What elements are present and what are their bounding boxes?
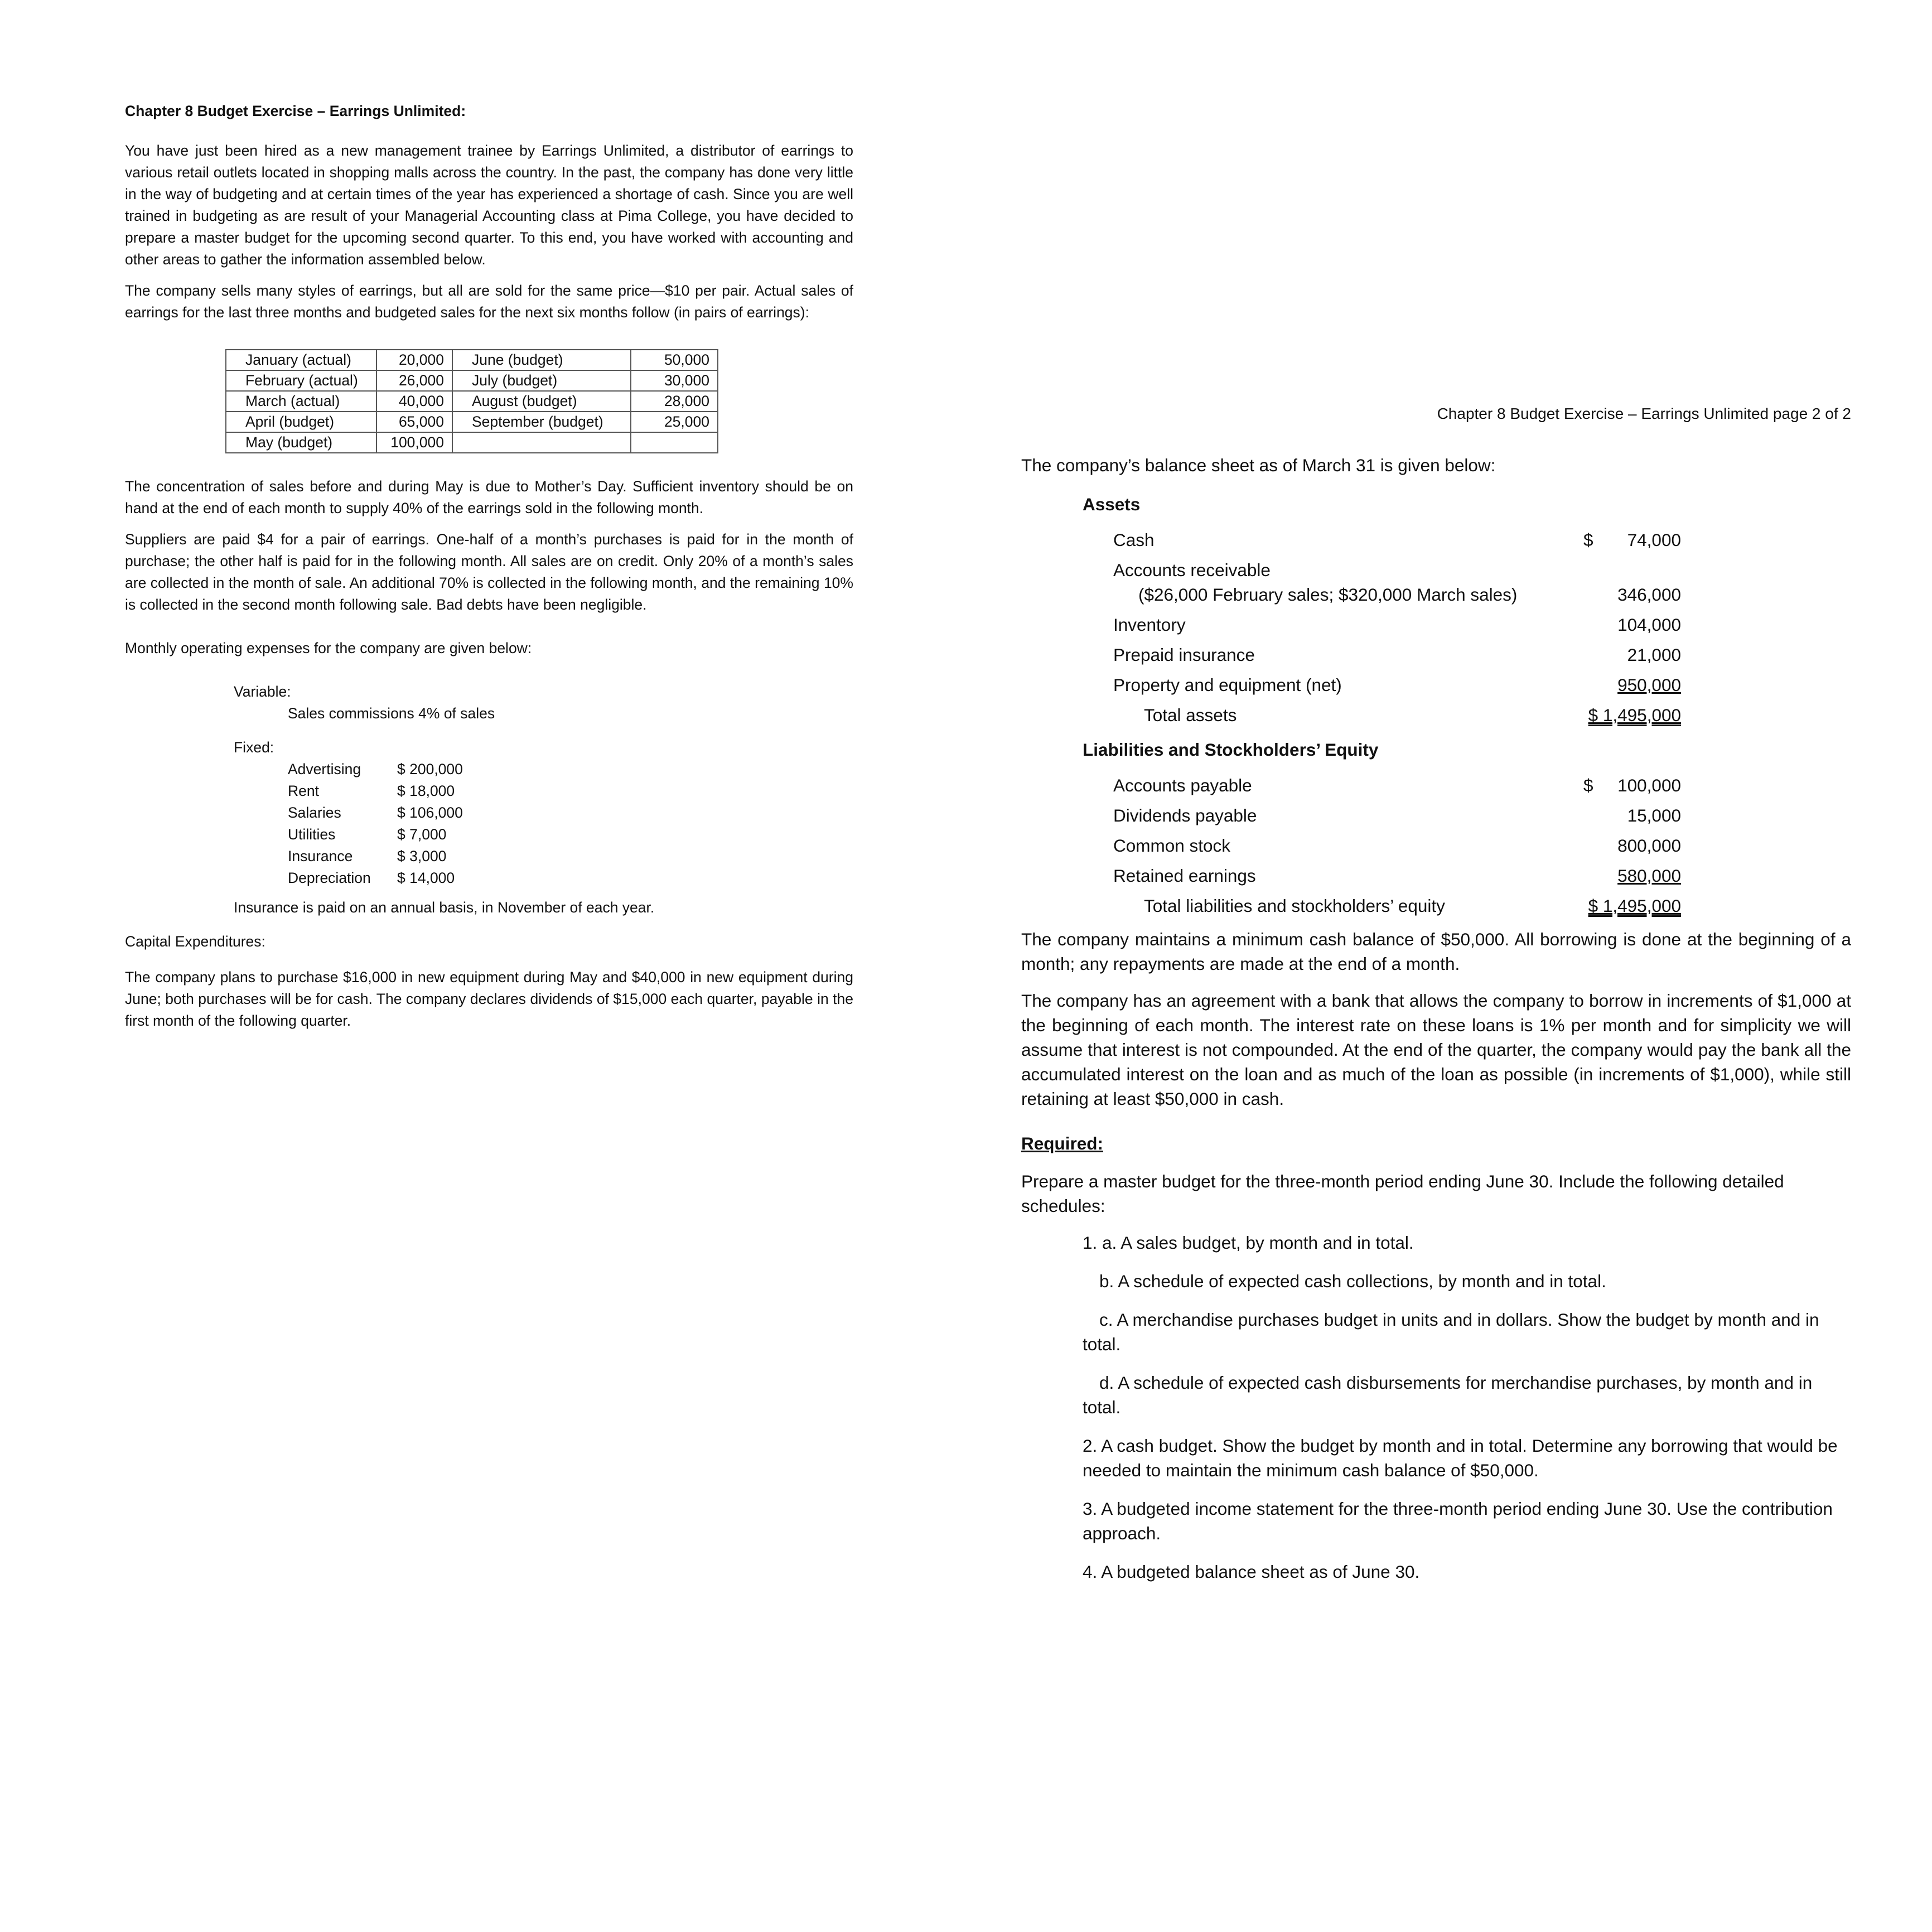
opex-intro: Monthly operating expenses for the company are given below:	[125, 640, 532, 656]
table-row	[1113, 703, 1851, 727]
expense-amount: $ 7,000	[397, 826, 447, 843]
min-cash-paragraph: The company maintains a minimum cash balance of $50,000. All borrowing is done at the beginning of a month; any repayments are made at the end of a month.	[1021, 929, 1851, 974]
list-item	[288, 802, 853, 824]
sales-value: 100,000	[376, 432, 452, 453]
suppliers-paragraph: Suppliers are paid $4 for a pair of earrings. One-half of a month’s purchases is paid for in the month of purchase; the other half is paid for in the following month. All sales are on credit. Only 20% of a month’s sales are collected in the month of sale. An additional 70% is collected in the following month, and the remaining 10% is collected in the second month following sale. Bad debts have been negligible.	[125, 531, 853, 613]
required-intro: Prepare a master budget for the three-month period ending June 30. Include the following detailed schedules:	[1021, 1171, 1784, 1216]
sales-month: August (budget)	[452, 391, 631, 412]
sales-value: 65,000	[376, 412, 452, 432]
list-item: 3. A budgeted income statement for the three-month period ending June 30. Use the contribution approach.	[1083, 1499, 1833, 1543]
table-row	[226, 412, 718, 432]
page-title: Chapter 8 Budget Exercise – Earrings Unlimited:	[125, 103, 466, 119]
expense-name: Advertising	[288, 761, 361, 777]
sales-month: January (actual)	[226, 350, 376, 370]
sales-value: 25,000	[631, 412, 718, 432]
sales-value: 26,000	[376, 370, 452, 391]
inventory-value: 104,000	[1617, 615, 1681, 635]
expense-name: Insurance	[288, 848, 353, 864]
table-row	[226, 370, 718, 391]
table-row	[1113, 612, 1851, 637]
assets-heading: Assets	[1083, 494, 1141, 514]
total-le-label: Total liabilities and stockholders’ equity	[1144, 896, 1445, 916]
table-row	[1113, 558, 1851, 582]
liabilities-heading: Liabilities and Stockholders’ Equity	[1083, 740, 1379, 760]
table-row	[1113, 893, 1851, 918]
cash-value: 74,000	[1627, 530, 1681, 550]
sales-intro-paragraph: The company sells many styles of earrings, but all are sold for the same price—$10 per pair. Actual sales of earrings for the last three months and budgeted sales for the next six months follow (in pairs of earrings):	[125, 282, 853, 321]
table-row	[1113, 528, 1851, 552]
list-item: d. A schedule of expected cash disbursements for merchandise purchases, by month and in total.	[1083, 1373, 1813, 1417]
page-header: Chapter 8 Budget Exercise – Earrings Unlimited page 2 of 2	[1437, 405, 1851, 422]
sales-value: 40,000	[376, 391, 452, 412]
sales-value: 50,000	[631, 350, 718, 370]
sales-month: March (actual)	[226, 391, 376, 412]
sales-value	[631, 432, 718, 453]
expense-amount: $ 14,000	[397, 870, 455, 886]
common-stock-value: 800,000	[1617, 835, 1681, 856]
page-one	[125, 100, 853, 1041]
inventory-label: Inventory	[1113, 615, 1186, 635]
list-item	[288, 846, 853, 867]
ar-label: Accounts receivable	[1113, 560, 1271, 580]
list-item	[288, 867, 853, 889]
capex-label: Capital Expenditures:	[125, 933, 265, 950]
expense-amount: $ 106,000	[397, 804, 463, 821]
expense-name: Salaries	[288, 804, 341, 821]
dividends-label: Dividends payable	[1113, 805, 1257, 825]
table-row	[226, 391, 718, 412]
dividends-value: 15,000	[1627, 805, 1681, 825]
list-item: 2. A cash budget. Show the budget by month and in total. Determine any borrowing that would be needed to maintain the minimum cash balance of $50,000.	[1083, 1436, 1838, 1480]
bank-paragraph: The company has an agreement with a bank that allows the company to borrow in increments of $1,000 at the beginning of each month. The interest rate on these loans is 1% per month and for simplicity we will assume that interest is not compounded. At the end of the quarter, the company would pay the bank all the accumulated interest on the loan and as much of the loan as possible (in increments of $1,000), while still retaining at least $50,000 in cash.	[1021, 991, 1851, 1109]
cash-label: Cash	[1113, 530, 1155, 550]
table-row	[1113, 643, 1851, 667]
table-row	[226, 432, 718, 453]
expense-amount: $ 3,000	[397, 848, 447, 864]
common-stock-label: Common stock	[1113, 835, 1231, 856]
dollar-sign: $	[1583, 530, 1593, 550]
dollar-sign: $	[1583, 775, 1593, 795]
sales-month: February (actual)	[226, 370, 376, 391]
list-item	[288, 780, 853, 802]
ppe-label: Property and equipment (net)	[1113, 675, 1342, 695]
list-item: b. A schedule of expected cash collections, by month and in total.	[1099, 1271, 1606, 1291]
sales-month: July (budget)	[452, 370, 631, 391]
sales-table	[225, 349, 718, 453]
variable-label: Variable:	[234, 683, 291, 700]
expense-amount: $ 18,000	[397, 783, 455, 799]
list-item: 4. A budgeted balance sheet as of June 30.	[1083, 1562, 1420, 1582]
ap-value: 100,000	[1617, 775, 1681, 795]
table-row	[1113, 673, 1851, 697]
insurance-note: Insurance is paid on an annual basis, in November of each year.	[234, 899, 655, 916]
total-assets-label: Total assets	[1144, 705, 1237, 725]
retained-earnings-value: 580,000	[1617, 866, 1681, 886]
table-row	[1113, 833, 1851, 858]
concentration-paragraph: The concentration of sales before and during May is due to Mother’s Day. Sufficient inventory should be on hand at the end of each month to supply 40% of the earrings sold in the following month.	[125, 478, 853, 516]
list-item: 1. a. A sales budget, by month and in total.	[1083, 1233, 1414, 1253]
page-two	[1021, 402, 1851, 1598]
variable-item: Sales commissions 4% of sales	[288, 705, 495, 722]
intro-paragraph: You have just been hired as a new management trainee by Earrings Unlimited, a distributor of earrings to various retail outlets located in shopping malls across the country. In the past, the company has done very little in the way of budgeting and at certain times of the year has experienced a shortage of cash. Since you are well trained in budgeting as are result of your Managerial Accounting class at Pima College, you have decided to prepare a master budget for the upcoming second quarter. To this end, you have worked with accounting and other areas to gather the information assembled below.	[125, 142, 853, 268]
sales-month: September (budget)	[452, 412, 631, 432]
table-row	[1113, 773, 1851, 798]
list-item	[288, 824, 853, 846]
table-row	[226, 350, 718, 370]
retained-earnings-label: Retained earnings	[1113, 866, 1256, 886]
fixed-expenses-list	[288, 759, 853, 889]
fixed-label: Fixed:	[234, 739, 274, 756]
sales-value: 30,000	[631, 370, 718, 391]
ar-value: 346,000	[1617, 585, 1681, 605]
total-assets-value: $ 1,495,000	[1588, 705, 1681, 725]
sales-month: May (budget)	[226, 432, 376, 453]
balance-sheet-intro: The company’s balance sheet as of March 31 is given below:	[1021, 455, 1496, 475]
ar-detail: ($26,000 February sales; $320,000 March sales)	[1138, 585, 1518, 605]
expense-name: Rent	[288, 783, 319, 799]
expense-name: Depreciation	[288, 870, 371, 886]
required-heading: Required:	[1021, 1133, 1104, 1153]
prepaid-value: 21,000	[1627, 645, 1681, 665]
sales-month: June (budget)	[452, 350, 631, 370]
table-row	[1113, 803, 1851, 828]
table-row	[1113, 863, 1851, 888]
total-le-value: $ 1,495,000	[1588, 896, 1681, 916]
expense-name: Utilities	[288, 826, 336, 843]
ppe-value: 950,000	[1617, 675, 1681, 695]
prepaid-label: Prepaid insurance	[1113, 645, 1255, 665]
list-item	[288, 759, 853, 780]
list-item: c. A merchandise purchases budget in units and in dollars. Show the budget by month and in total.	[1083, 1310, 1819, 1354]
expense-amount: $ 200,000	[397, 761, 463, 777]
sales-value: 28,000	[631, 391, 718, 412]
table-row	[1113, 582, 1851, 607]
capex-paragraph: The company plans to purchase $16,000 in new equipment during May and $40,000 in new equipment during June; both purchases will be for cash. The company declares dividends of $15,000 each quarter, payable in the first month of the following quarter.	[125, 969, 853, 1029]
sales-month: April (budget)	[226, 412, 376, 432]
ap-label: Accounts payable	[1113, 775, 1252, 795]
sales-value: 20,000	[376, 350, 452, 370]
sales-month	[452, 432, 631, 453]
